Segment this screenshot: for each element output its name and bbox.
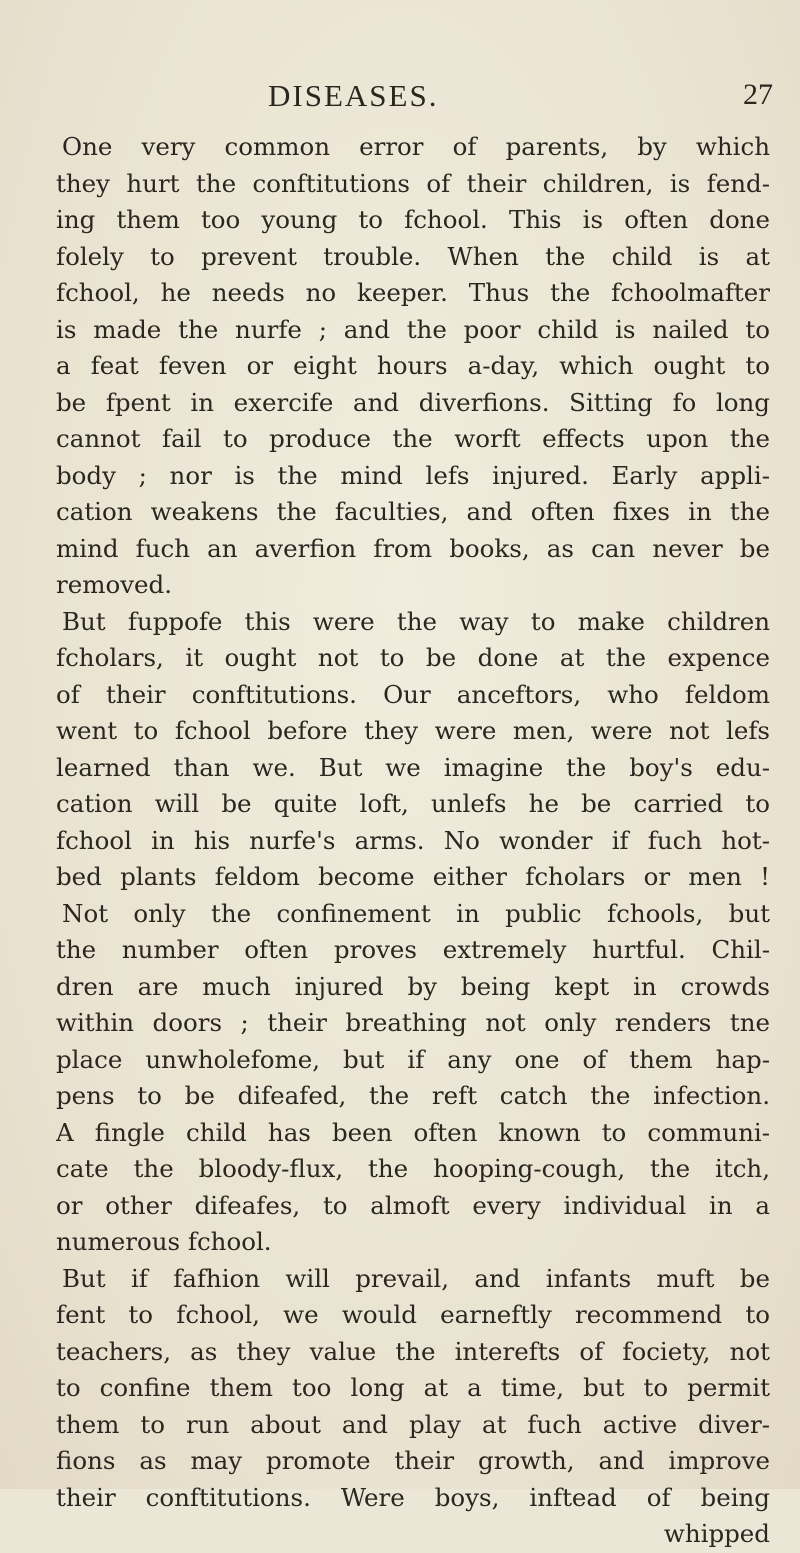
text-line: their conftitutions. Were boys, inftead of being bbox=[56, 1482, 770, 1512]
text-line: fent to fchool, we would earneftly recommend to bbox=[56, 1300, 770, 1329]
text-line: fchool in his nurfe's arms. No wonder if fuch hot- bbox=[56, 825, 770, 855]
text-line: teachers, as they value the interefts of fociety, not bbox=[56, 1336, 770, 1366]
text-line: is made the nurfe ; and the poor child is nailed to bbox=[56, 314, 770, 344]
text-line: or other difeafes, to almoft every individual in a bbox=[56, 1190, 770, 1220]
text-line: numerous fchool. bbox=[56, 1227, 272, 1256]
text-line: cation weakens the faculties, and often fixes in the bbox=[56, 497, 770, 526]
text-line: bed plants feldom become either fcholars or men ! bbox=[56, 862, 770, 891]
text-line: place unwholefome, but if any one of them hap- bbox=[56, 1044, 770, 1074]
text-line: within doors ; their breathing not only renders tne bbox=[56, 1008, 770, 1037]
text-line: But fuppofe this were the way to make children bbox=[62, 606, 770, 636]
running-head: DISEASES. bbox=[268, 78, 439, 113]
text-line: the number often proves extremely hurtful. Chil- bbox=[56, 935, 770, 964]
body-text bbox=[56, 129, 770, 1553]
page-header bbox=[0, 78, 800, 118]
text-line: they hurt the conftitutions of their children, is fend- bbox=[56, 168, 770, 198]
text-line: fchool, he needs no keeper. Thus the fchoolmafter bbox=[56, 278, 770, 307]
text-line: pens to be difeafed, the reft catch the infection. bbox=[56, 1081, 770, 1110]
text-line: cate the bloody-flux, the hooping-cough, the itch, bbox=[56, 1154, 770, 1183]
text-line: them to run about and play at fuch active diver- bbox=[56, 1409, 770, 1439]
catchword: whipped bbox=[663, 1519, 770, 1548]
text-line: body ; nor is the mind lefs injured. Early appli- bbox=[56, 460, 770, 490]
text-line: went to fchool before they were men, were not lefs bbox=[56, 716, 770, 745]
text-line: cannot fail to produce the worft effects upon the bbox=[56, 424, 770, 453]
text-line: fcholars, it ought not to be done at the expence bbox=[56, 643, 770, 672]
page-number: 27 bbox=[743, 78, 773, 111]
text-line: removed. bbox=[56, 570, 173, 599]
text-line: cation will be quite loft, unlefs he be carried to bbox=[56, 789, 770, 818]
text-line: a feat feven or eight hours a-day, which ought to bbox=[56, 351, 770, 380]
text-line: One very common error of parents, by which bbox=[62, 132, 770, 161]
text-line: folely to prevent trouble. When the child is at bbox=[56, 241, 770, 271]
text-line: to confine them too long at a time, but to permit bbox=[56, 1373, 770, 1402]
text-line: be fpent in exercife and diverfions. Sitting fo long bbox=[56, 387, 770, 417]
text-line: But if fafhion will prevail, and infants muft be bbox=[62, 1263, 770, 1293]
text-line: Not only the confinement in public fchools, but bbox=[62, 898, 770, 928]
text-line: dren are much injured by being kept in crowds bbox=[56, 971, 770, 1001]
text-line: fions as may promote their growth, and improve bbox=[56, 1446, 770, 1475]
text-line: ing them too young to fchool. This is often done bbox=[56, 205, 770, 234]
text-line: mind fuch an averfion from books, as can never be bbox=[56, 533, 770, 563]
text-line: learned than we. But we imagine the boy's edu- bbox=[56, 752, 770, 782]
text-line: of their conftitutions. Our anceftors, who feldom bbox=[56, 679, 770, 709]
text-line: A fingle child has been often known to communi- bbox=[56, 1117, 770, 1147]
